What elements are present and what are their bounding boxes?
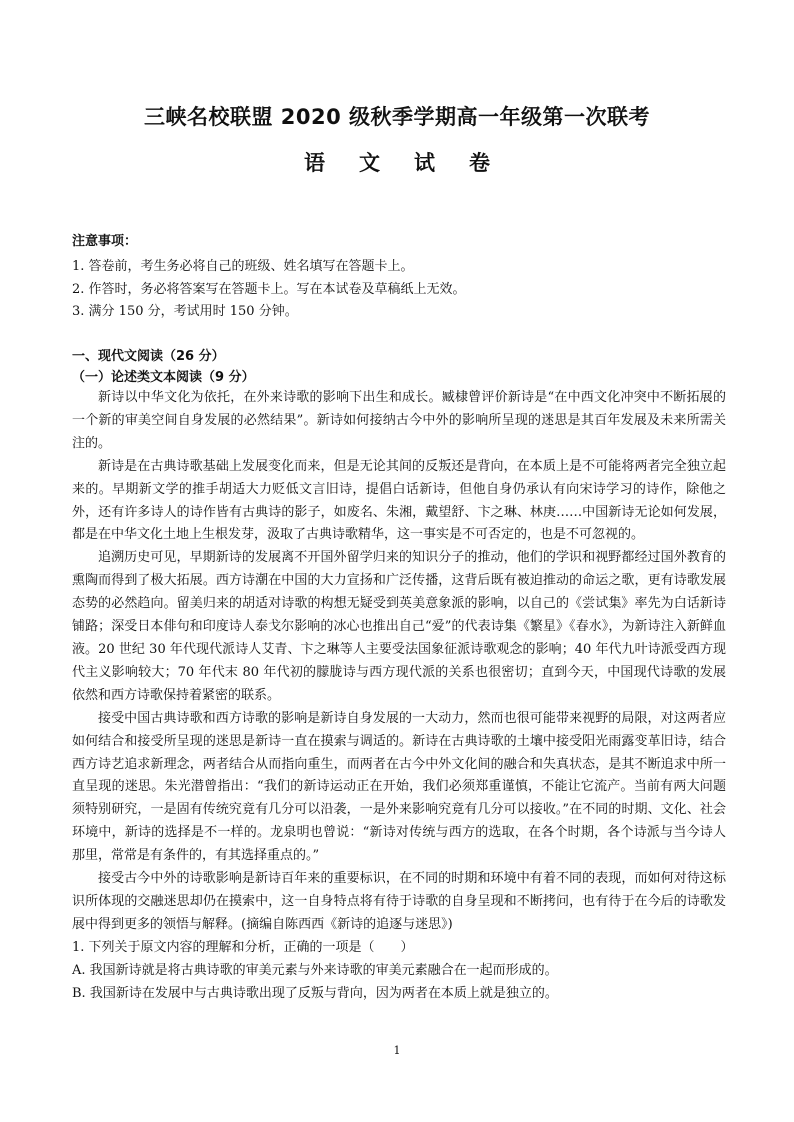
notice-item: 2. 作答时，务必将答案写在答题卡上。写在本试卷及草稿纸上无效。 [72,281,466,297]
notice-item: 1. 答卷前，考生务必将自己的班级、姓名填写在答题卡上。 [72,259,414,274]
page-number: 1 [393,1044,401,1057]
question-stem: 1. 下列关于原文内容的理解和分析，正确的一项是（ ） [72,939,414,955]
exam-title: 三峡名校联盟 2020 级秋季学期高一年级第一次联考 [143,105,651,129]
passage-paragraph: 新诗以中华文化为依托，在外来诗歌的影响下出生和成长。臧棣曾评价新诗是“在中西文化冲突中不断拓展的一个新的审美空间自身发展的必然结果”。新诗如何接纳古今中外的影响所呈现的迷思是其百年发展及未来所需关注的。 [72,390,726,451]
question-option-a: A. 我国新诗就是将古典诗歌的审美元素与外来诗歌的审美元素融合在一起而形成的。 [72,962,558,978]
question-option-b: B. 我国新诗在发展中与古典诗歌出现了反叛与背向，因为两者在本质上就是独立的。 [72,985,558,1001]
notice-list [72,256,726,324]
passage-paragraph: 接受中国古典诗歌和西方诗歌的影响是新诗自身发展的一大动力，然而也很可能带来视野的局限，对这两者应如何结合和接受所呈现的迷思是新诗一直在摸索与调适的。新诗在古典诗歌的土壤中接受阳光雨露变革旧诗，结合西方诗艺追求新理念，两者结合从而指向重生，而两者在古今中外文化间的融合和失真状态，是其不断追求中所一直呈现的迷思。朱光潜曾指出：“我们的新诗运动正在开始，我们必须郑重谨慎，不能让它流产。当前有两大问题须特别研究，一是固有传统究竟有几分可以沿袭，一是外来影响究竟有几分可以接收。”在不同的时期、文化、社会环境中，新诗的选择是不一样的。龙泉明也曾说：“新诗对传统与西方的选取，在各个时期，各个诗派与当今诗人那里，常常是有条件的，有其选择重点的。” [72,710,726,864]
section-heading: 一、现代文阅读（26 分） [72,349,225,364]
reading-passage [72,387,726,1005]
notice-item: 3. 满分 150 分，考试用时 150 分钟。 [72,304,298,319]
passage-paragraph: 追溯历史可见，早期新诗的发展离不开国外留学归来的知识分子的推动，他们的学识和视野都经过国外教育的熏陶而得到了极大拓展。西方诗潮在中国的大力宣扬和广泛传播，这背后既有被迫推动的命运之歌，更有诗歌发展态势的必然趋向。留美归来的胡适对诗歌的构想无疑受到英美意象派的影响，以自己的《尝试集》率先为白话新诗铺路；深受日本俳句和印度诗人泰戈尔影响的冰心也推出自己“爱”的代表诗集《繁星》《春水》，为新诗注入新鲜血液。20 世纪 30 年代现代派诗人艾青、卞之琳等人主要受法国象征派诗歌观念的影响；40 年代九叶诗派受西方现代主义影响较大；70 年代末 80 年代初的朦胧诗与西方现代派的关系也很密切；直到今天，中国现代诗歌的发展依然和西方诗歌保持着紧密的联系。 [72,550,726,703]
passage-paragraph: 新诗是在古典诗歌基础上发展变化而来，但是无论其间的反叛还是背向，在本质上是不可能将两者完全独立起来的。早期新文学的推手胡适大力贬低文言旧诗，提倡白话新诗，但他自身仍承认有向宋诗学习的诗作，除他之外，还有许多诗人的诗作皆有古典诗的影子，如废名、朱湘，戴望舒、卞之琳、林庚……中国新诗无论如何发展，都是在中华文化土地上生根发芽，汲取了古典诗歌精华，这一事实是不可否定的，也是不可忽视的。 [72,458,726,543]
notice-heading: 注意事项： [72,234,138,249]
subsection-heading: （一）论述类文本阅读（9 分） [72,370,255,385]
passage-paragraph: 接受古今中外的诗歌影响是新诗百年来的重要标识，在不同的时期和环境中有着不同的表现，而如何对待这标识所体现的交融迷思却仍在摸索中，这一自身特点将有待于诗歌的自身呈现和不断拷问，也有待于在今后的诗歌发展中得到更多的领悟与解释。(摘编自陈西西《新诗的追逐与迷思》) [72,871,726,932]
subject-title: 语文试卷 [304,151,524,175]
